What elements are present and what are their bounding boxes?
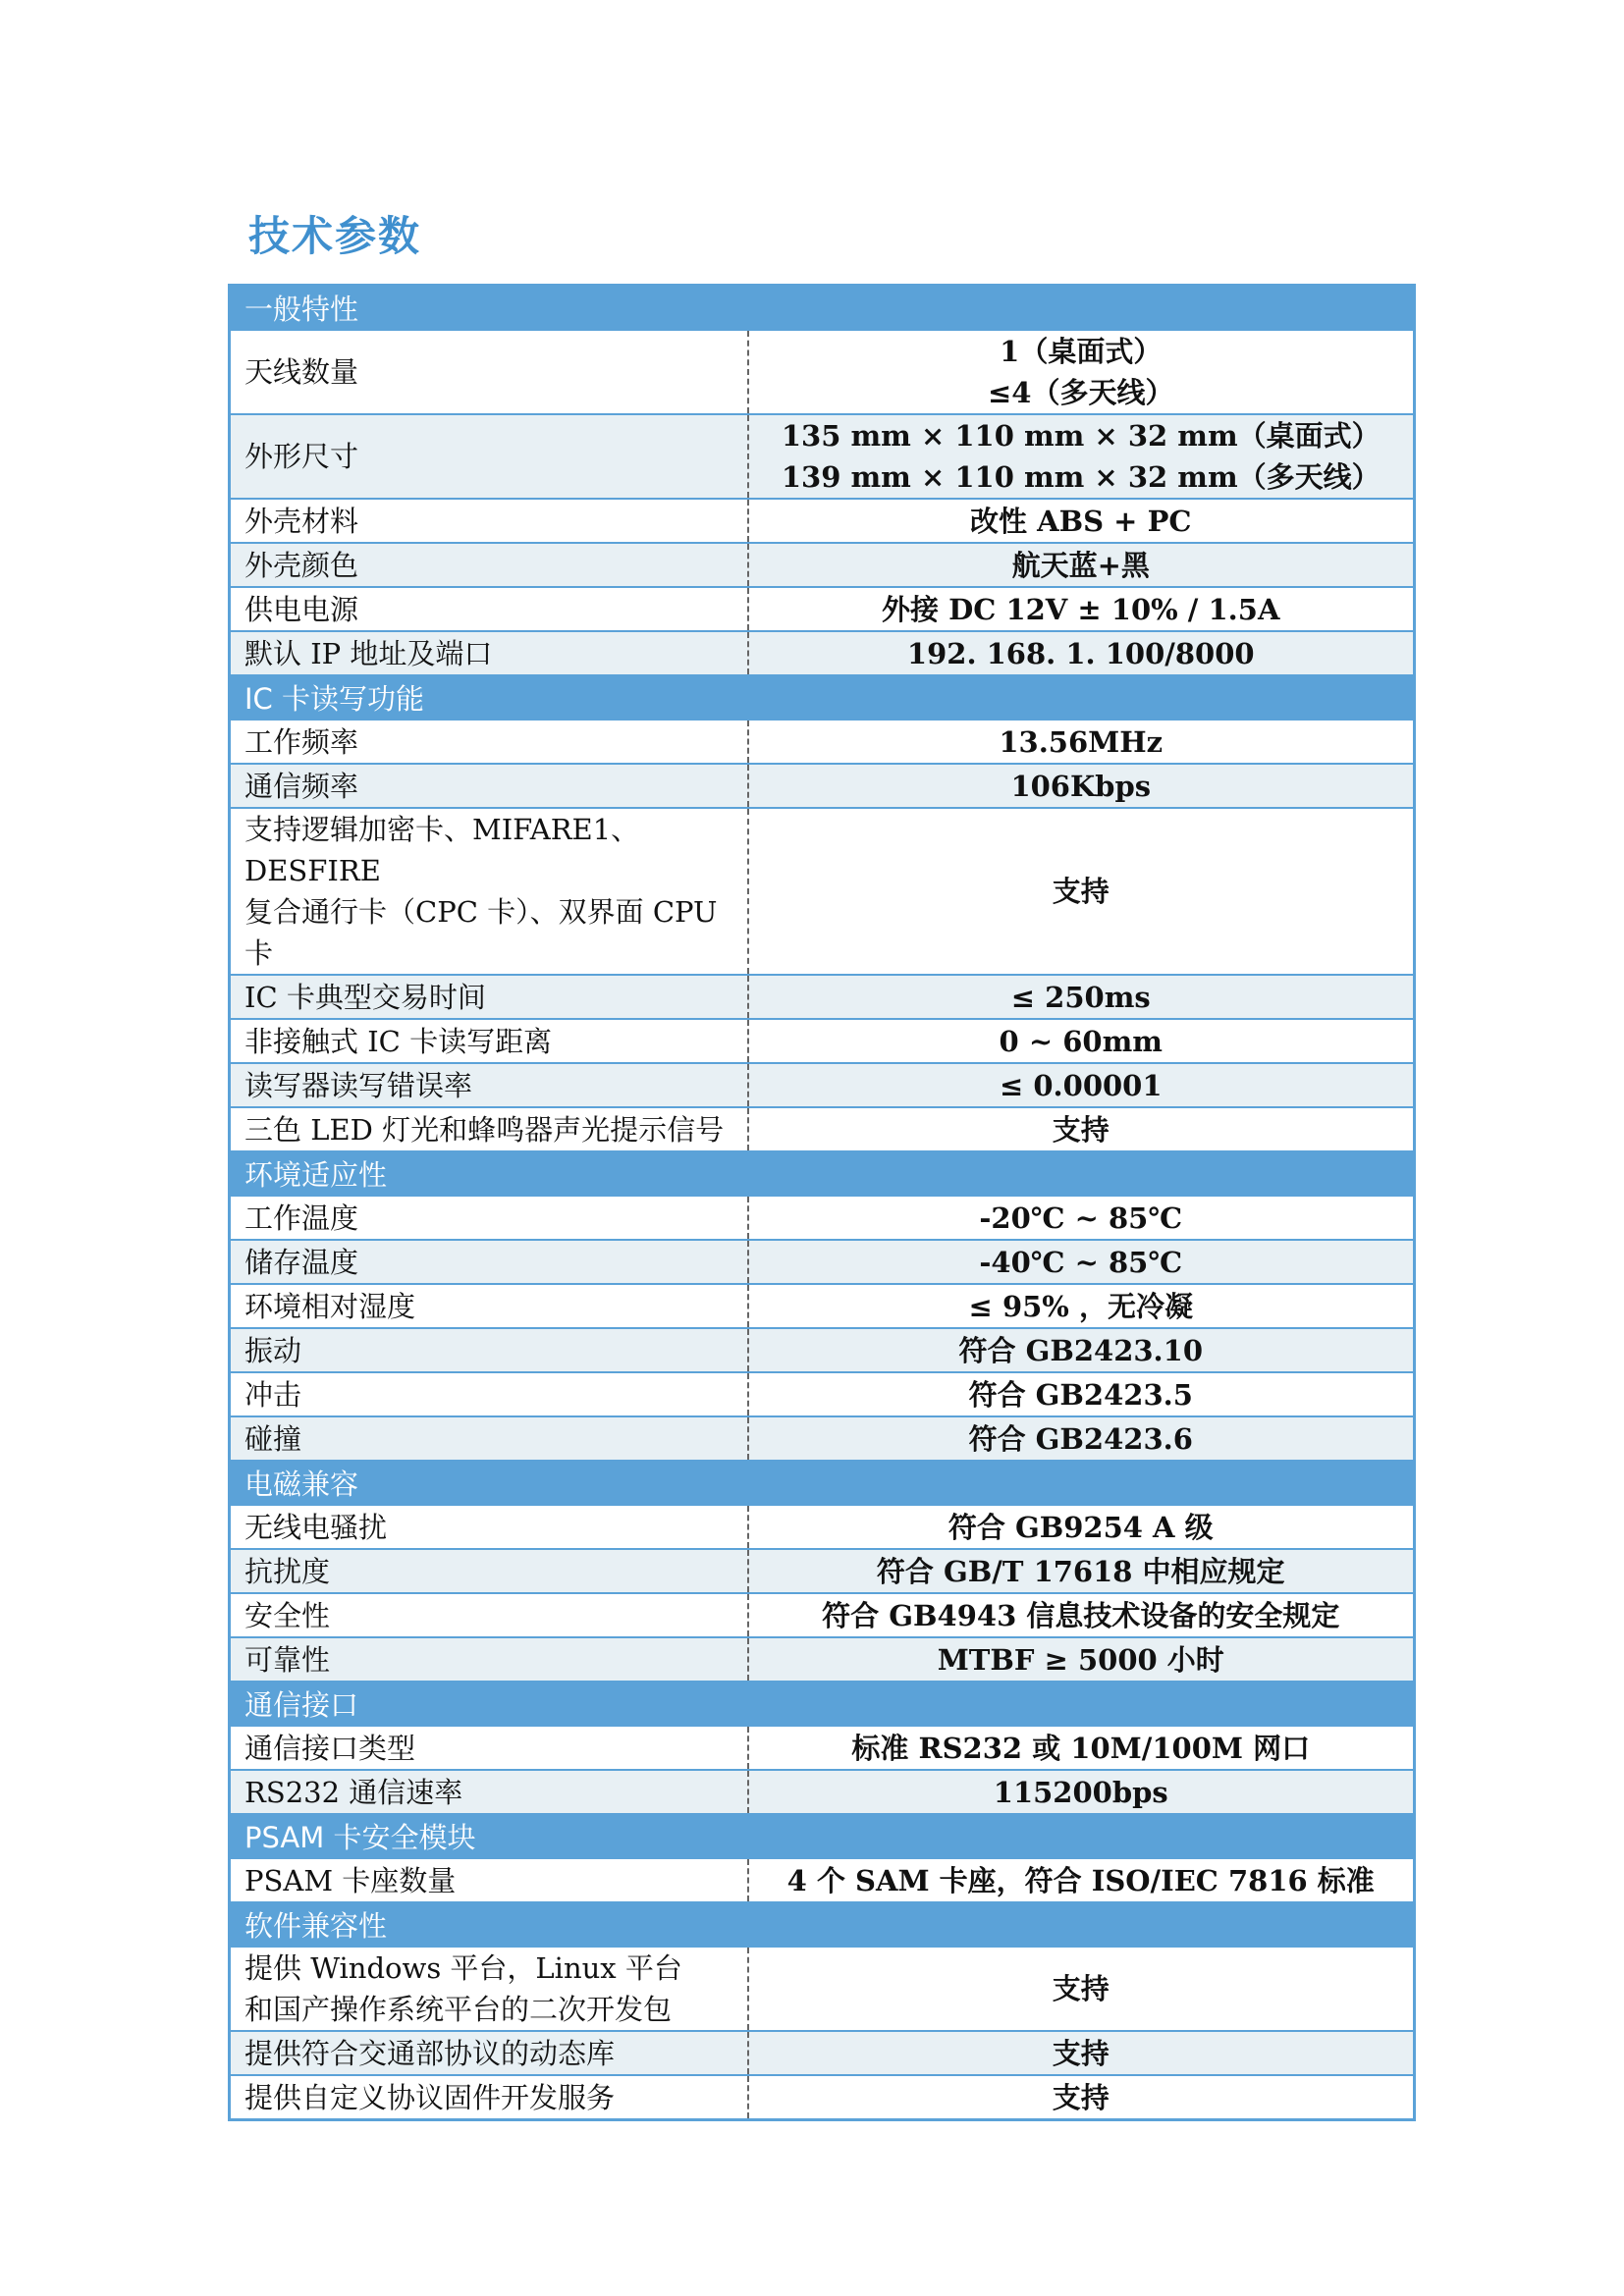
param-label: 通信频率 <box>230 764 748 808</box>
param-value <box>748 414 1415 499</box>
param-value-line: 符合 GB2423.10 <box>958 1333 1204 1367</box>
section-header-row <box>230 675 1415 720</box>
table-row <box>230 414 1415 499</box>
param-value-line: -40℃ ~ 85℃ <box>979 1245 1183 1279</box>
table-row <box>230 2075 1415 2120</box>
table-row <box>230 543 1415 587</box>
param-value-line: 符合 GB2423.5 <box>968 1377 1193 1412</box>
param-value-line: 115200bps <box>993 1775 1168 1809</box>
table-row <box>230 1328 1415 1372</box>
param-value <box>748 1063 1415 1107</box>
table-row <box>230 1637 1415 1682</box>
param-value <box>748 1726 1415 1770</box>
param-value-line: -20℃ ~ 85℃ <box>979 1201 1183 1235</box>
param-value <box>748 499 1415 543</box>
table-row <box>230 2031 1415 2075</box>
param-value-line: ≤4（多天线） <box>988 376 1174 409</box>
param-label: PSAM 卡座数量 <box>230 1858 748 1902</box>
param-value <box>748 1858 1415 1902</box>
table-row <box>230 764 1415 808</box>
param-label: 默认 IP 地址及端口 <box>230 631 748 675</box>
param-value <box>748 330 1415 414</box>
param-label: 外形尺寸 <box>230 414 748 499</box>
param-label: 支持逻辑加密卡、MIFARE1、DESFIRE 复合通行卡（CPC 卡）、双界面 CPU 卡 <box>230 808 748 975</box>
param-value <box>748 1593 1415 1637</box>
table-row <box>230 1505 1415 1549</box>
param-value <box>748 764 1415 808</box>
table-row <box>230 1770 1415 1814</box>
param-value <box>748 1505 1415 1549</box>
param-value-line: 改性 ABS + PC <box>970 504 1192 538</box>
param-value <box>748 2031 1415 2075</box>
param-label: 提供 Windows 平台，Linux 平台 和国产操作系统平台的二次开发包 <box>230 1947 748 2031</box>
param-value-line: ≤ 0.00001 <box>999 1068 1163 1102</box>
param-value-line: 符合 GB9254 A 级 <box>947 1510 1214 1544</box>
param-value <box>748 975 1415 1019</box>
param-value-line: 139 mm × 110 mm × 32 mm（多天线） <box>781 460 1380 494</box>
table-row <box>230 975 1415 1019</box>
param-value-line: 支持 <box>1052 1972 1110 2005</box>
param-label: IC 卡典型交易时间 <box>230 975 748 1019</box>
param-label: 供电电源 <box>230 587 748 631</box>
table-row <box>230 1063 1415 1107</box>
param-value <box>748 1107 1415 1151</box>
section-header: IC 卡读写功能 <box>230 675 1415 720</box>
param-value <box>748 720 1415 764</box>
param-value-line: 支持 <box>1052 875 1110 908</box>
param-value-line: ≤ 250ms <box>1010 980 1151 1014</box>
param-value <box>748 1372 1415 1416</box>
param-value-line: 外接 DC 12V ± 10% / 1.5A <box>882 592 1280 626</box>
param-label: 提供符合交通部协议的动态库 <box>230 2031 748 2075</box>
param-value-line: 192. 168. 1. 100/8000 <box>906 636 1255 670</box>
param-value-line: 4 个 SAM 卡座，符合 ISO/IEC 7816 标准 <box>786 1863 1375 1897</box>
section-header: 电磁兼容 <box>230 1461 1415 1505</box>
param-value <box>748 1196 1415 1240</box>
param-value <box>748 543 1415 587</box>
table-row <box>230 1858 1415 1902</box>
param-label: 冲击 <box>230 1372 748 1416</box>
param-value-line: 符合 GB/T 17618 中相应规定 <box>876 1554 1285 1588</box>
param-label: 工作频率 <box>230 720 748 764</box>
section-header: PSAM 卡安全模块 <box>230 1814 1415 1858</box>
table-row <box>230 808 1415 975</box>
param-value <box>748 1549 1415 1593</box>
param-value <box>748 1947 1415 2031</box>
param-label: 三色 LED 灯光和蜂鸣器声光提示信号 <box>230 1107 748 1151</box>
param-value-line: 航天蓝+黑 <box>1011 548 1150 582</box>
section-header-row <box>230 1902 1415 1947</box>
section-header: 通信接口 <box>230 1682 1415 1726</box>
param-value-line: 标准 RS232 或 10M/100M 网口 <box>851 1731 1311 1765</box>
param-label: 碰撞 <box>230 1416 748 1461</box>
param-label: 环境相对湿度 <box>230 1284 748 1328</box>
param-value-line: MTBF ≥ 5000 小时 <box>937 1642 1224 1677</box>
param-value <box>748 1019 1415 1063</box>
param-value-line: 106Kbps <box>1010 769 1152 803</box>
param-value-line: 135 mm × 110 mm × 32 mm（桌面式） <box>781 419 1380 453</box>
table-row <box>230 1284 1415 1328</box>
table-row <box>230 587 1415 631</box>
param-label: RS232 通信速率 <box>230 1770 748 1814</box>
param-label: 外壳材料 <box>230 499 748 543</box>
param-label: 无线电骚扰 <box>230 1505 748 1549</box>
param-value-line: 0 ~ 60mm <box>999 1024 1163 1058</box>
param-label: 工作温度 <box>230 1196 748 1240</box>
table-row <box>230 1593 1415 1637</box>
param-label: 外壳颜色 <box>230 543 748 587</box>
param-value-line: 符合 GB4943 信息技术设备的安全规定 <box>822 1598 1340 1632</box>
param-value <box>748 808 1415 975</box>
table-row <box>230 330 1415 414</box>
section-header: 一般特性 <box>230 286 1415 331</box>
param-value <box>748 1240 1415 1284</box>
param-value-line: 支持 <box>1052 1112 1110 1147</box>
param-label: 非接触式 IC 卡读写距离 <box>230 1019 748 1063</box>
param-label: 读写器读写错误率 <box>230 1063 748 1107</box>
section-header: 环境适应性 <box>230 1151 1415 1196</box>
param-label: 提供自定义协议固件开发服务 <box>230 2075 748 2120</box>
table-row <box>230 1240 1415 1284</box>
table-row <box>230 1372 1415 1416</box>
param-value <box>748 587 1415 631</box>
param-value <box>748 1637 1415 1682</box>
table-row <box>230 1019 1415 1063</box>
param-value <box>748 1284 1415 1328</box>
table-row <box>230 1726 1415 1770</box>
param-value-line: 13.56MHz <box>999 724 1164 759</box>
table-row <box>230 1416 1415 1461</box>
table-row <box>230 1549 1415 1593</box>
param-value-line: 支持 <box>1052 2036 1110 2070</box>
param-value <box>748 631 1415 675</box>
param-value-line: 1（桌面式） <box>1000 335 1163 368</box>
param-label: 通信接口类型 <box>230 1726 748 1770</box>
param-value <box>748 1328 1415 1372</box>
spec-table <box>228 284 1416 2121</box>
section-header-row <box>230 286 1415 331</box>
param-label: 抗扰度 <box>230 1549 748 1593</box>
param-value-line: 符合 GB2423.6 <box>968 1421 1193 1456</box>
table-row <box>230 499 1415 543</box>
section-header-row <box>230 1151 1415 1196</box>
param-label: 振动 <box>230 1328 748 1372</box>
param-label: 可靠性 <box>230 1637 748 1682</box>
section-header-row <box>230 1682 1415 1726</box>
section-header-row <box>230 1814 1415 1858</box>
table-row <box>230 1947 1415 2031</box>
table-row <box>230 1196 1415 1240</box>
table-row <box>230 720 1415 764</box>
param-value <box>748 1416 1415 1461</box>
param-value <box>748 2075 1415 2120</box>
param-value-line: 支持 <box>1052 2080 1110 2114</box>
section-header: 软件兼容性 <box>230 1902 1415 1947</box>
section-header-row <box>230 1461 1415 1505</box>
param-label: 天线数量 <box>230 330 748 414</box>
param-label: 储存温度 <box>230 1240 748 1284</box>
table-row <box>230 631 1415 675</box>
param-value-line: ≤ 95% ，无冷凝 <box>968 1289 1193 1323</box>
param-value <box>748 1770 1415 1814</box>
table-row <box>230 1107 1415 1151</box>
page-title: 技术参数 <box>248 212 422 260</box>
param-label: 安全性 <box>230 1593 748 1637</box>
